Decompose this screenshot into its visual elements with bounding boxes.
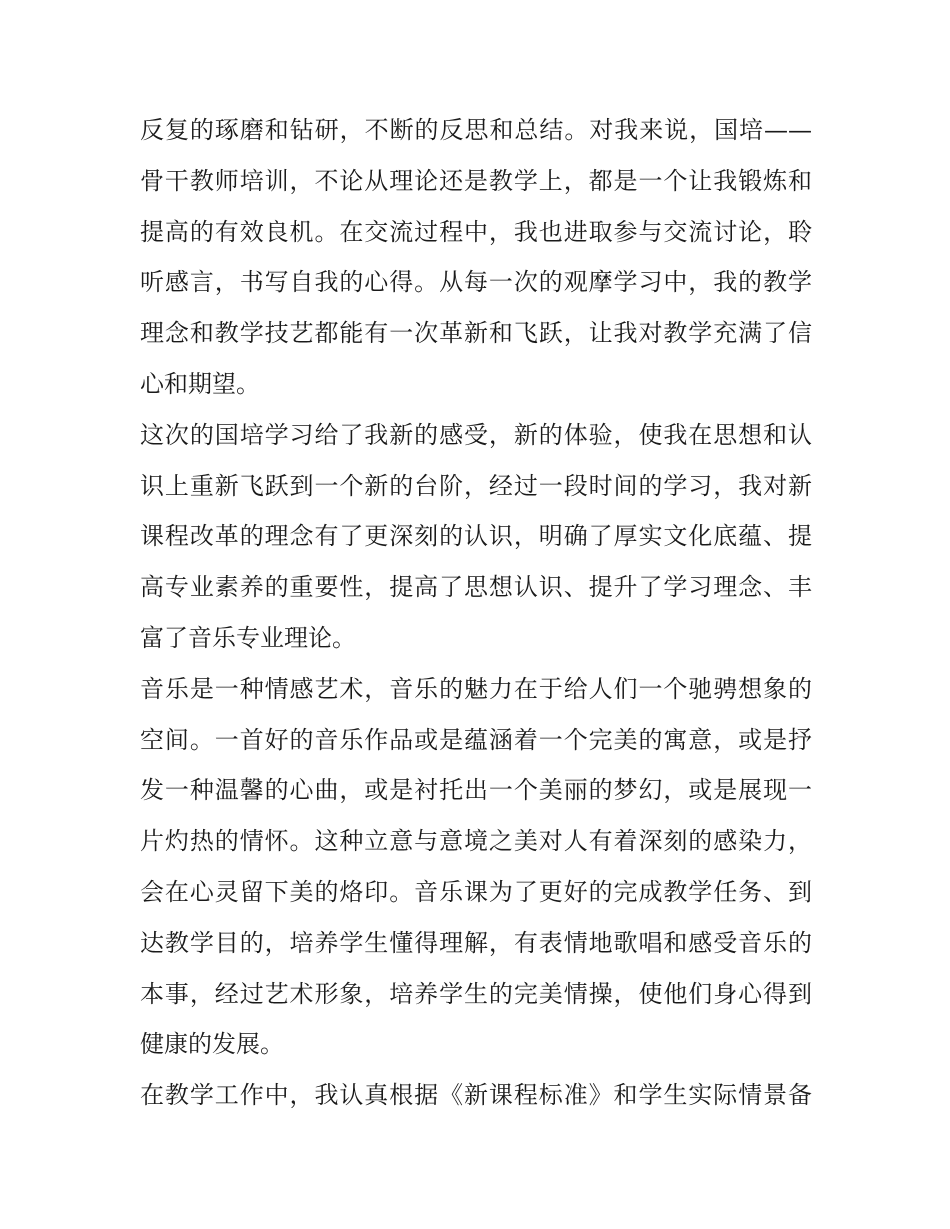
text-line: 音乐是一种情感艺术，音乐的魅力在于给人们一个驰骋想象的 [140,674,812,703]
text-line: 达教学目的，培养学生懂得理解，有表情地歌唱和感受音乐的 [140,928,812,957]
text-line: 理念和教学技艺都能有一次革新和飞跃，让我对教学充满了信 [140,319,812,348]
text-line: 本事，经过艺术形象，培养学生的完美情操，使他们身心得到 [140,979,812,1008]
paragraph-4 [140,1070,812,1121]
text-line: 提高的有效良机。在交流过程中，我也进取参与交流讨论，聆 [140,217,812,246]
text-line: 心和期望。 [140,369,260,398]
text-line: 高专业素养的重要性，提高了思想认识、提升了学习理念、丰 [140,573,812,602]
text-line: 这次的国培学习给了我新的感受，新的体验，使我在思想和认 [140,420,812,449]
text-line: 富了音乐专业理论。 [140,623,356,652]
text-line: 空间。一首好的音乐作品或是蕴涵着一个完美的寓意，或是抒 [140,725,812,754]
text-line: 骨干教师培训，不论从理论还是教学上，都是一个让我锻炼和 [140,166,812,195]
text-line: 发一种温馨的心曲，或是衬托出一个美丽的梦幻，或是展现一 [140,776,812,805]
text-line: 课程改革的理念有了更深刻的认识，明确了厚实文化底蕴、提 [140,522,812,551]
paragraph-3 [140,664,812,1070]
text-line: 会在心灵留下美的烙印。音乐课为了更好的完成教学任务、到 [140,877,812,906]
document-body [140,105,812,1121]
text-line: 反复的琢磨和钻研，不断的反思和总结。对我来说，国培—— [140,116,812,144]
text-line: 健康的发展。 [140,1030,284,1059]
text-line: 在教学工作中，我认真根据《新课程标准》和学生实际情景备 [140,1081,812,1110]
text-line: 听感言，书写自我的心得。从每一次的观摩学习中，我的教学 [140,268,812,297]
paragraph-2 [140,410,812,664]
text-line: 识上重新飞跃到一个新的台阶，经过一段时间的学习，我对新 [140,471,812,500]
text-line: 片灼热的情怀。这种立意与意境之美对人有着深刻的感染力， [140,827,812,856]
paragraph-1 [140,105,812,410]
